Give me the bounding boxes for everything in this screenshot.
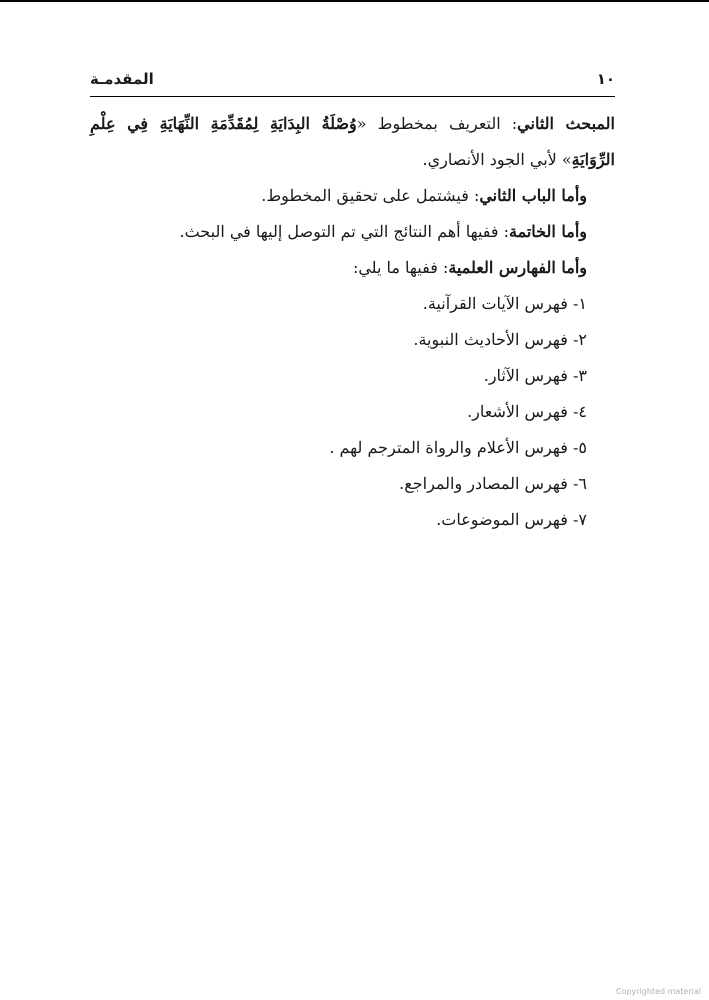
list-item: ٦- فهرس المصادر والمراجع.: [399, 474, 587, 493]
page-number: ١٠: [596, 70, 615, 88]
running-section-title: المقدمـة: [90, 70, 154, 88]
paragraph-second-chapter-intro: [90, 106, 615, 178]
manuscript-title: وُصْلَةُ البِدَايَةِ لِمُقَدِّمَةِ النِّهَايَةِ فِي عِلْمِ الرِّوَايَةِ: [90, 114, 615, 169]
list-item: ٢- فهرس الأحاديث النبوية.: [413, 330, 587, 349]
copyright-watermark: Copyrighted material: [615, 987, 701, 996]
header-divider: [90, 96, 615, 97]
top-border-line: [0, 0, 709, 2]
paragraph-second-part: [90, 178, 615, 214]
list-item: ٤- فهرس الأشعار.: [467, 402, 587, 421]
page-header: [90, 68, 615, 90]
paragraph-text: : فيشتمل على تحقيق المخطوط.: [261, 186, 480, 205]
list-item: ١- فهرس الآيات القرآنية.: [422, 294, 587, 313]
paragraph-indexes: [90, 250, 615, 286]
paragraph-label: وأما الخاتمة: [509, 222, 587, 241]
list-item: ٥- فهرس الأعلام والرواة المترجم لهم .: [329, 438, 587, 457]
paragraph-label: وأما الفهارس العلمية: [448, 258, 587, 277]
paragraph-label: المبحث الثاني: [517, 114, 615, 133]
paragraph-text: : التعريف بمخطوط «: [356, 114, 518, 133]
index-list: [90, 286, 615, 538]
paragraph-text: : ففيها ما يلي:: [352, 258, 449, 277]
paragraph-text: » لأبي الجود الأنصاري.: [422, 150, 572, 169]
list-item: ٧- فهرس الموضوعات.: [436, 510, 587, 529]
page-body: [90, 106, 615, 538]
list-item: ٣- فهرس الآثار.: [483, 366, 587, 385]
paragraph-conclusion: [90, 214, 615, 250]
paragraph-text: : ففيها أهم النتائج التي تم التوصل إليها في البحث.: [179, 222, 509, 241]
paragraph-label: وأما الباب الثاني: [479, 186, 587, 205]
